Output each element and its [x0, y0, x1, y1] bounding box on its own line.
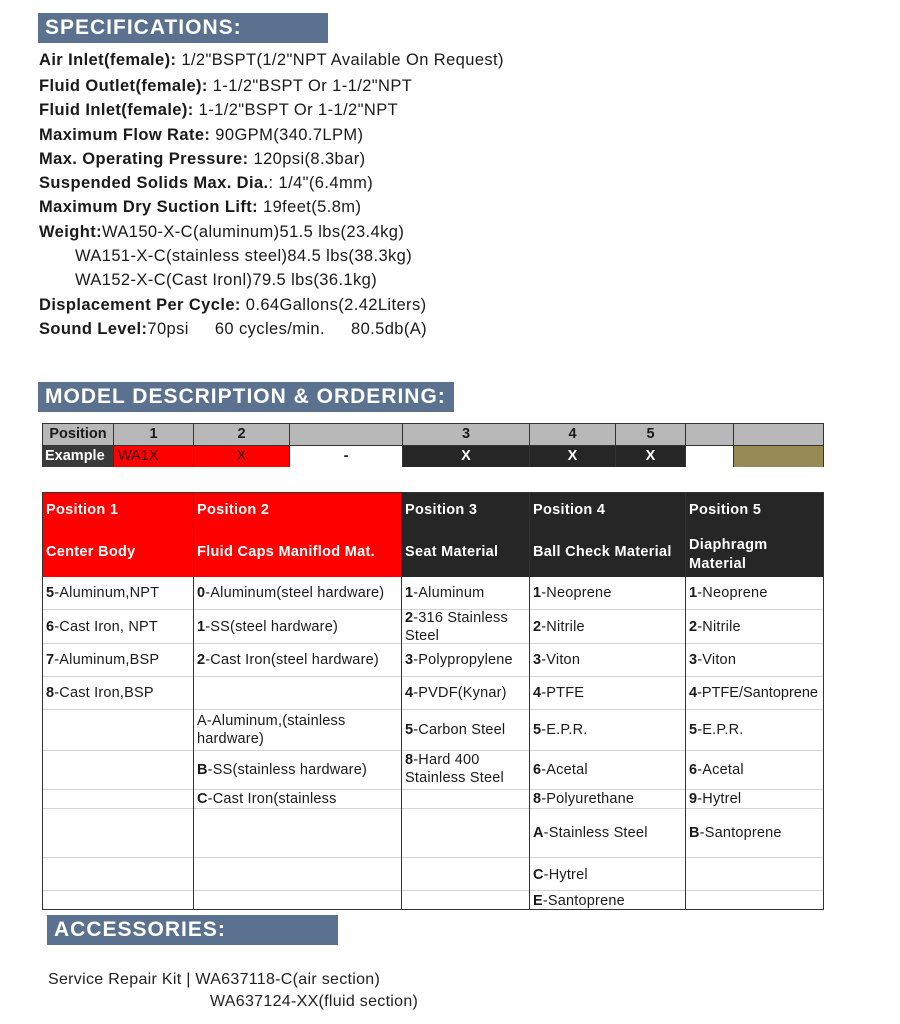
- position-2-column: [194, 493, 402, 909]
- materials-table: [42, 492, 824, 910]
- example-label: Example: [43, 446, 114, 467]
- ordering-code-table: [42, 423, 824, 467]
- example-2-cell: X: [194, 446, 290, 467]
- list-item: 5-E.P.R.: [689, 722, 744, 738]
- list-item: 1-SS(steel hardware): [197, 619, 339, 635]
- list-item: 7-Aluminum,BSP: [46, 652, 160, 668]
- position-row: [43, 424, 823, 446]
- specifications-list: [39, 50, 509, 341]
- spec-air-inlet: Air Inlet(female): 1/2"BSPT(1/2"NPT Available On Request): [39, 51, 504, 69]
- list-item: 3-Viton: [689, 652, 737, 668]
- position-3-column: [402, 493, 530, 909]
- list-item: 2-316 Stainless Steel: [405, 610, 508, 644]
- list-item: 9-Hytrel: [689, 791, 742, 807]
- list-item: 4-PTFE/Santoprene: [689, 685, 818, 701]
- example-5-cell: X: [616, 446, 686, 467]
- list-item: A-Aluminum,(stainless hardware): [197, 713, 346, 747]
- spec-sound-level: Sound Level:70psi 60 cycles/min. 80.5db(A): [39, 319, 428, 338]
- list-item: 6-Acetal: [533, 762, 588, 778]
- example-blank-cell: [686, 446, 734, 467]
- list-item: 8-Hard 400 Stainless Steel: [405, 752, 504, 786]
- example-4-cell: X: [530, 446, 616, 467]
- position-3-cell: 3: [403, 424, 530, 445]
- position-5-cell: 5: [616, 424, 686, 445]
- example-dash-cell: -: [290, 446, 403, 467]
- list-item: 4-PVDF(Kynar): [405, 685, 507, 701]
- list-item: 2-Nitrile: [533, 619, 585, 635]
- position-1-header: Position 1 Center Body: [43, 493, 193, 577]
- list-item: 3-Polypropylene: [405, 652, 513, 668]
- position-blank-cell: [686, 424, 734, 445]
- position-4-cell: 4: [530, 424, 616, 445]
- list-item: 5-Carbon Steel: [405, 722, 506, 738]
- specifications-header: SPECIFICATIONS:: [38, 13, 328, 43]
- list-item: 2-Cast Iron(steel hardware): [197, 652, 379, 668]
- list-item: 1-Neoprene: [689, 585, 768, 601]
- accessories-list: [48, 969, 418, 1013]
- list-item: 8-Polyurethane: [533, 791, 635, 807]
- accessories-header: ACCESSORIES:: [47, 915, 338, 945]
- spec-fluid-outlet: Fluid Outlet(female): 1-1/2"BSPT Or 1-1/2"NPT: [39, 77, 413, 95]
- position-1-column: [43, 493, 194, 909]
- list-item: 1-Neoprene: [533, 585, 612, 601]
- list-item: B-Santoprene: [689, 825, 782, 841]
- list-item: 6-Cast Iron, NPT: [46, 619, 158, 635]
- spec-suspended-solids: Suspended Solids Max. Dia.: 1/4"(6.4mm): [39, 174, 374, 193]
- list-item: 4-PTFE: [533, 685, 585, 701]
- position-5-header: Position 5 Diaphragm Material: [686, 493, 823, 577]
- example-row: [43, 446, 823, 467]
- spec-operating-pressure: Max. Operating Pressure: 120psi(8.3bar): [39, 149, 366, 168]
- position-3-header: Position 3 Seat Material: [402, 493, 529, 577]
- spec-fluid-inlet: Fluid Inlet(female): 1-1/2"BSPT Or 1-1/2"NPT: [39, 101, 399, 120]
- list-item: 8-Cast Iron,BSP: [46, 685, 154, 701]
- list-item: A-Stainless Steel: [533, 825, 648, 841]
- list-item: 0-Aluminum(steel hardware): [197, 585, 385, 601]
- position-2-header: Position 2 Fluid Caps Maniflod Mat.: [194, 493, 401, 577]
- list-item: C-Hytrel: [533, 867, 588, 883]
- position-2-cell: 2: [194, 424, 290, 445]
- list-item: 5-Aluminum,NPT: [46, 585, 160, 601]
- position-4-header: Position 4 Ball Check Material: [530, 493, 685, 577]
- list-item: 5-E.P.R.: [533, 722, 588, 738]
- list-item: C-Cast Iron(stainless: [197, 791, 337, 807]
- spec-flow-rate: Maximum Flow Rate: 90GPM(340.7LPM): [39, 125, 364, 144]
- list-item: 1-Aluminum: [405, 585, 485, 601]
- list-item: E-Santoprene: [533, 893, 625, 909]
- position-dash-cell: [290, 424, 403, 445]
- spec-weight-cast-iron: WA152-X-C(Cast Ironl)79.5 lbs(36.1kg): [75, 271, 378, 290]
- spec-weight-stainless: WA151-X-C(stainless steel)84.5 lbs(38.3kg): [75, 247, 413, 266]
- list-item: 2-Nitrile: [689, 619, 741, 635]
- example-1-cell: WA1X: [114, 446, 194, 467]
- position-4-column: [530, 493, 686, 909]
- example-end-cell: [734, 446, 823, 467]
- accessory-air-kit: Service Repair Kit | WA637118-C(air section): [48, 971, 381, 988]
- position-1-cell: 1: [114, 424, 194, 445]
- example-3-cell: X: [403, 446, 530, 467]
- model-ordering-header: MODEL DESCRIPTION & ORDERING:: [38, 382, 454, 412]
- spec-suction-lift: Maximum Dry Suction Lift: 19feet(5.8m): [39, 198, 362, 217]
- position-label: Position: [43, 424, 114, 445]
- list-item: 3-Viton: [533, 652, 581, 668]
- spec-displacement: Displacement Per Cycle: 0.64Gallons(2.42Liters): [39, 295, 427, 314]
- list-item: 6-Acetal: [689, 762, 744, 778]
- position-5-column: [686, 493, 823, 909]
- position-end-cell: [734, 424, 823, 445]
- spec-weight: Weight:WA150-X-C(aluminum)51.5 lbs(23.4kg): [39, 222, 405, 241]
- list-item: B-SS(stainless hardware): [197, 762, 367, 778]
- accessory-fluid-kit: WA637124-XX(fluid section): [210, 993, 419, 1010]
